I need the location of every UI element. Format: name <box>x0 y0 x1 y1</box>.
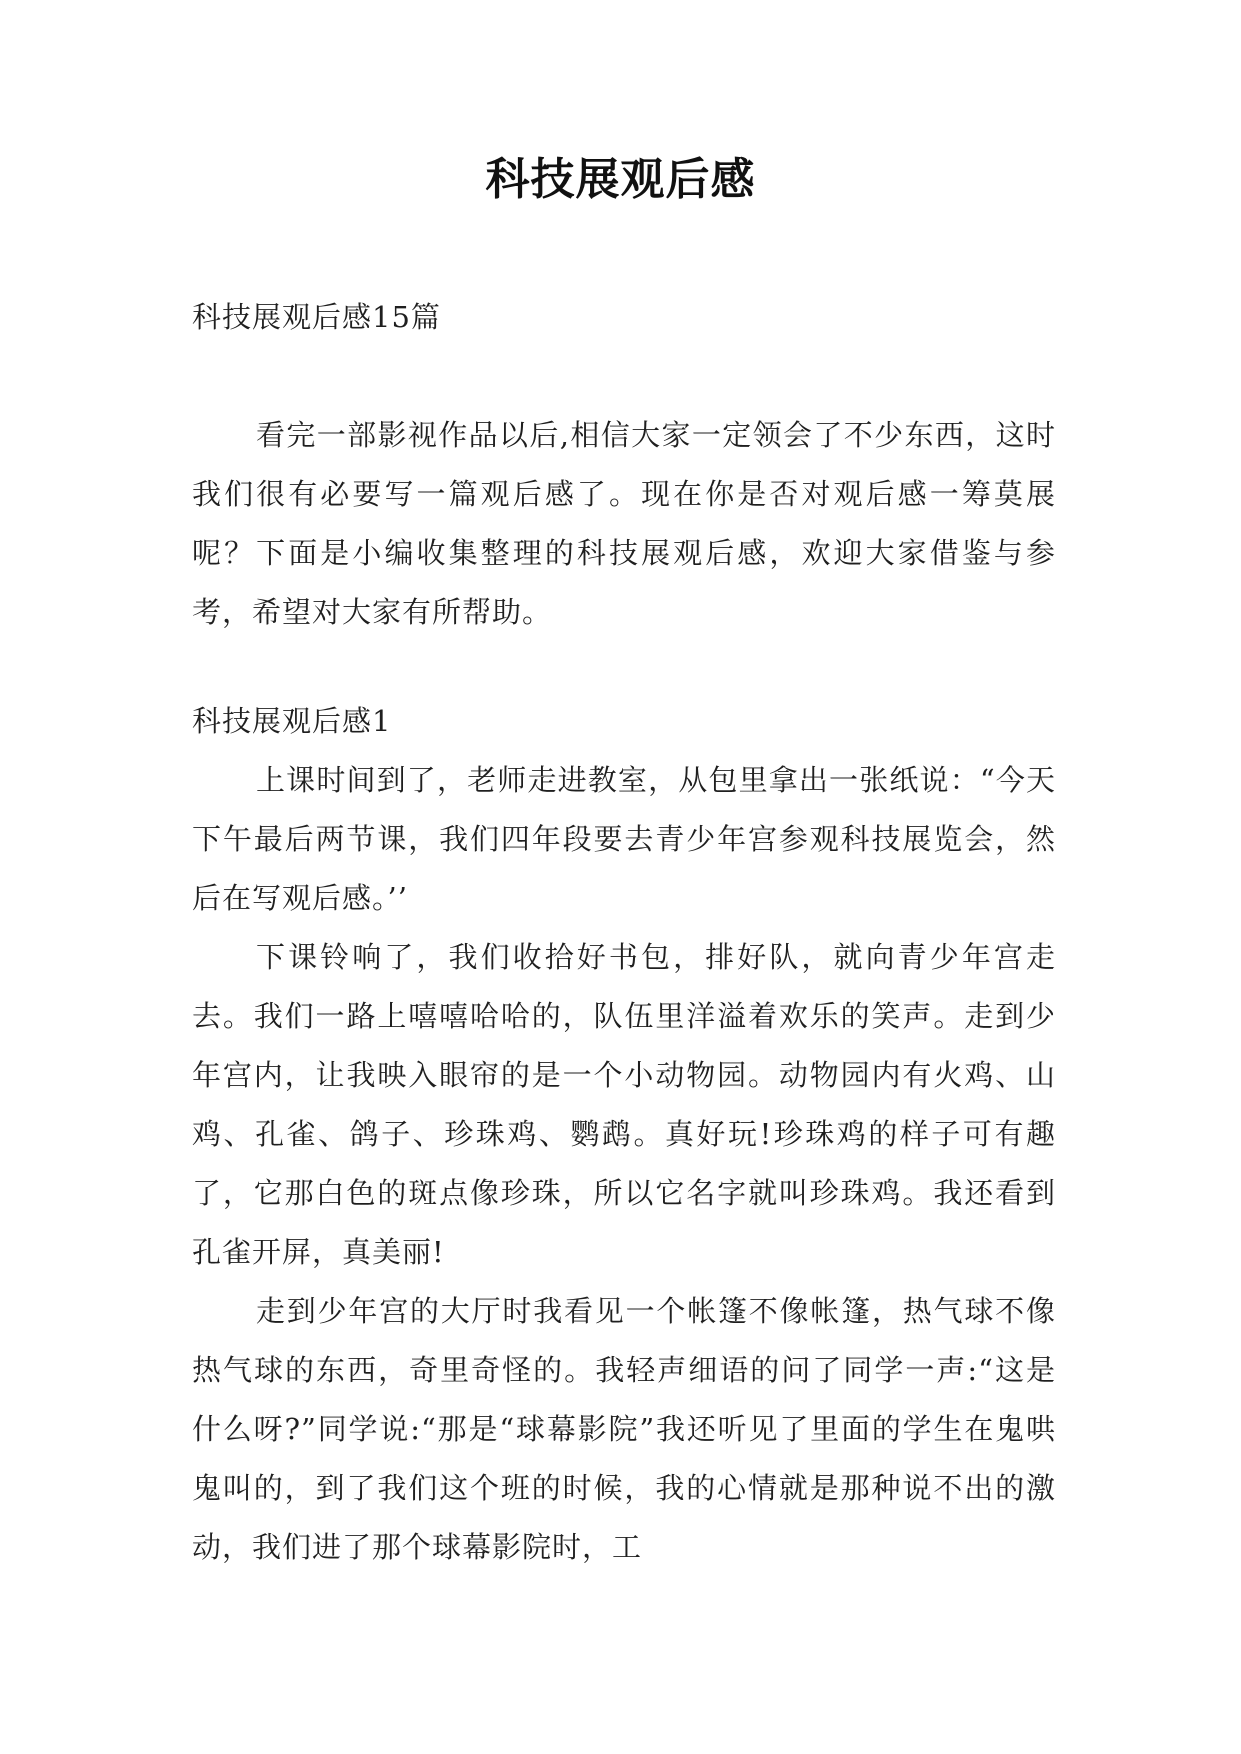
spacer <box>192 347 1056 406</box>
body-paragraph: 走到少年宫的大厅时我看见一个帐篷不像帐篷，热气球不像热气球的东西，奇里奇怪的。我轻声细语的问了同学一声:“这是什么呀?”同学说:“那是“球幕影院”我还听见了里面的学生在鬼哄鬼叫的，到了我们这个班的时候，我的心情就是那种说不出的激动，我们进了那个球幕影院时，工 <box>192 1294 1056 1564</box>
body-paragraph: 上课时间到了，老师走进教室，从包里拿出一张纸说：“今天下午最后两节课，我们四年段要去青少年宫参观科技展览会，然后在写观后感。’’ <box>192 763 1056 915</box>
document-subtitle: 科技展观后感15篇 <box>192 300 441 334</box>
document-body <box>192 288 1056 1577</box>
intro-paragraph: 看完一部影视作品以后,相信大家一定领会了不少东西，这时我们很有必要写一篇观后感了。现在你是否对观后感一筹莫展呢？下面是小编收集整理的科技展观后感，欢迎大家借鉴与参考，希望对大家有所帮助。 <box>192 418 1056 629</box>
body-paragraph: 下课铃响了，我们收拾好书包，排好队，就向青少年宫走去。我们一路上嘻嘻哈哈的，队伍里洋溢着欢乐的笑声。走到少年宫内，让我映入眼帘的是一个小动物园。动物园内有火鸡、山鸡、孔雀、鸽子、珍珠鸡、鹦鹉。真好玩!珍珠鸡的样子可有趣了，它那白色的斑点像珍珠，所以它名字就叫珍珠鸡。我还看到孔雀开屏，真美丽! <box>192 940 1056 1269</box>
document-title: 科技展观后感 <box>485 154 756 205</box>
section-heading: 科技展观后感1 <box>192 704 392 738</box>
spacer <box>192 642 1056 692</box>
